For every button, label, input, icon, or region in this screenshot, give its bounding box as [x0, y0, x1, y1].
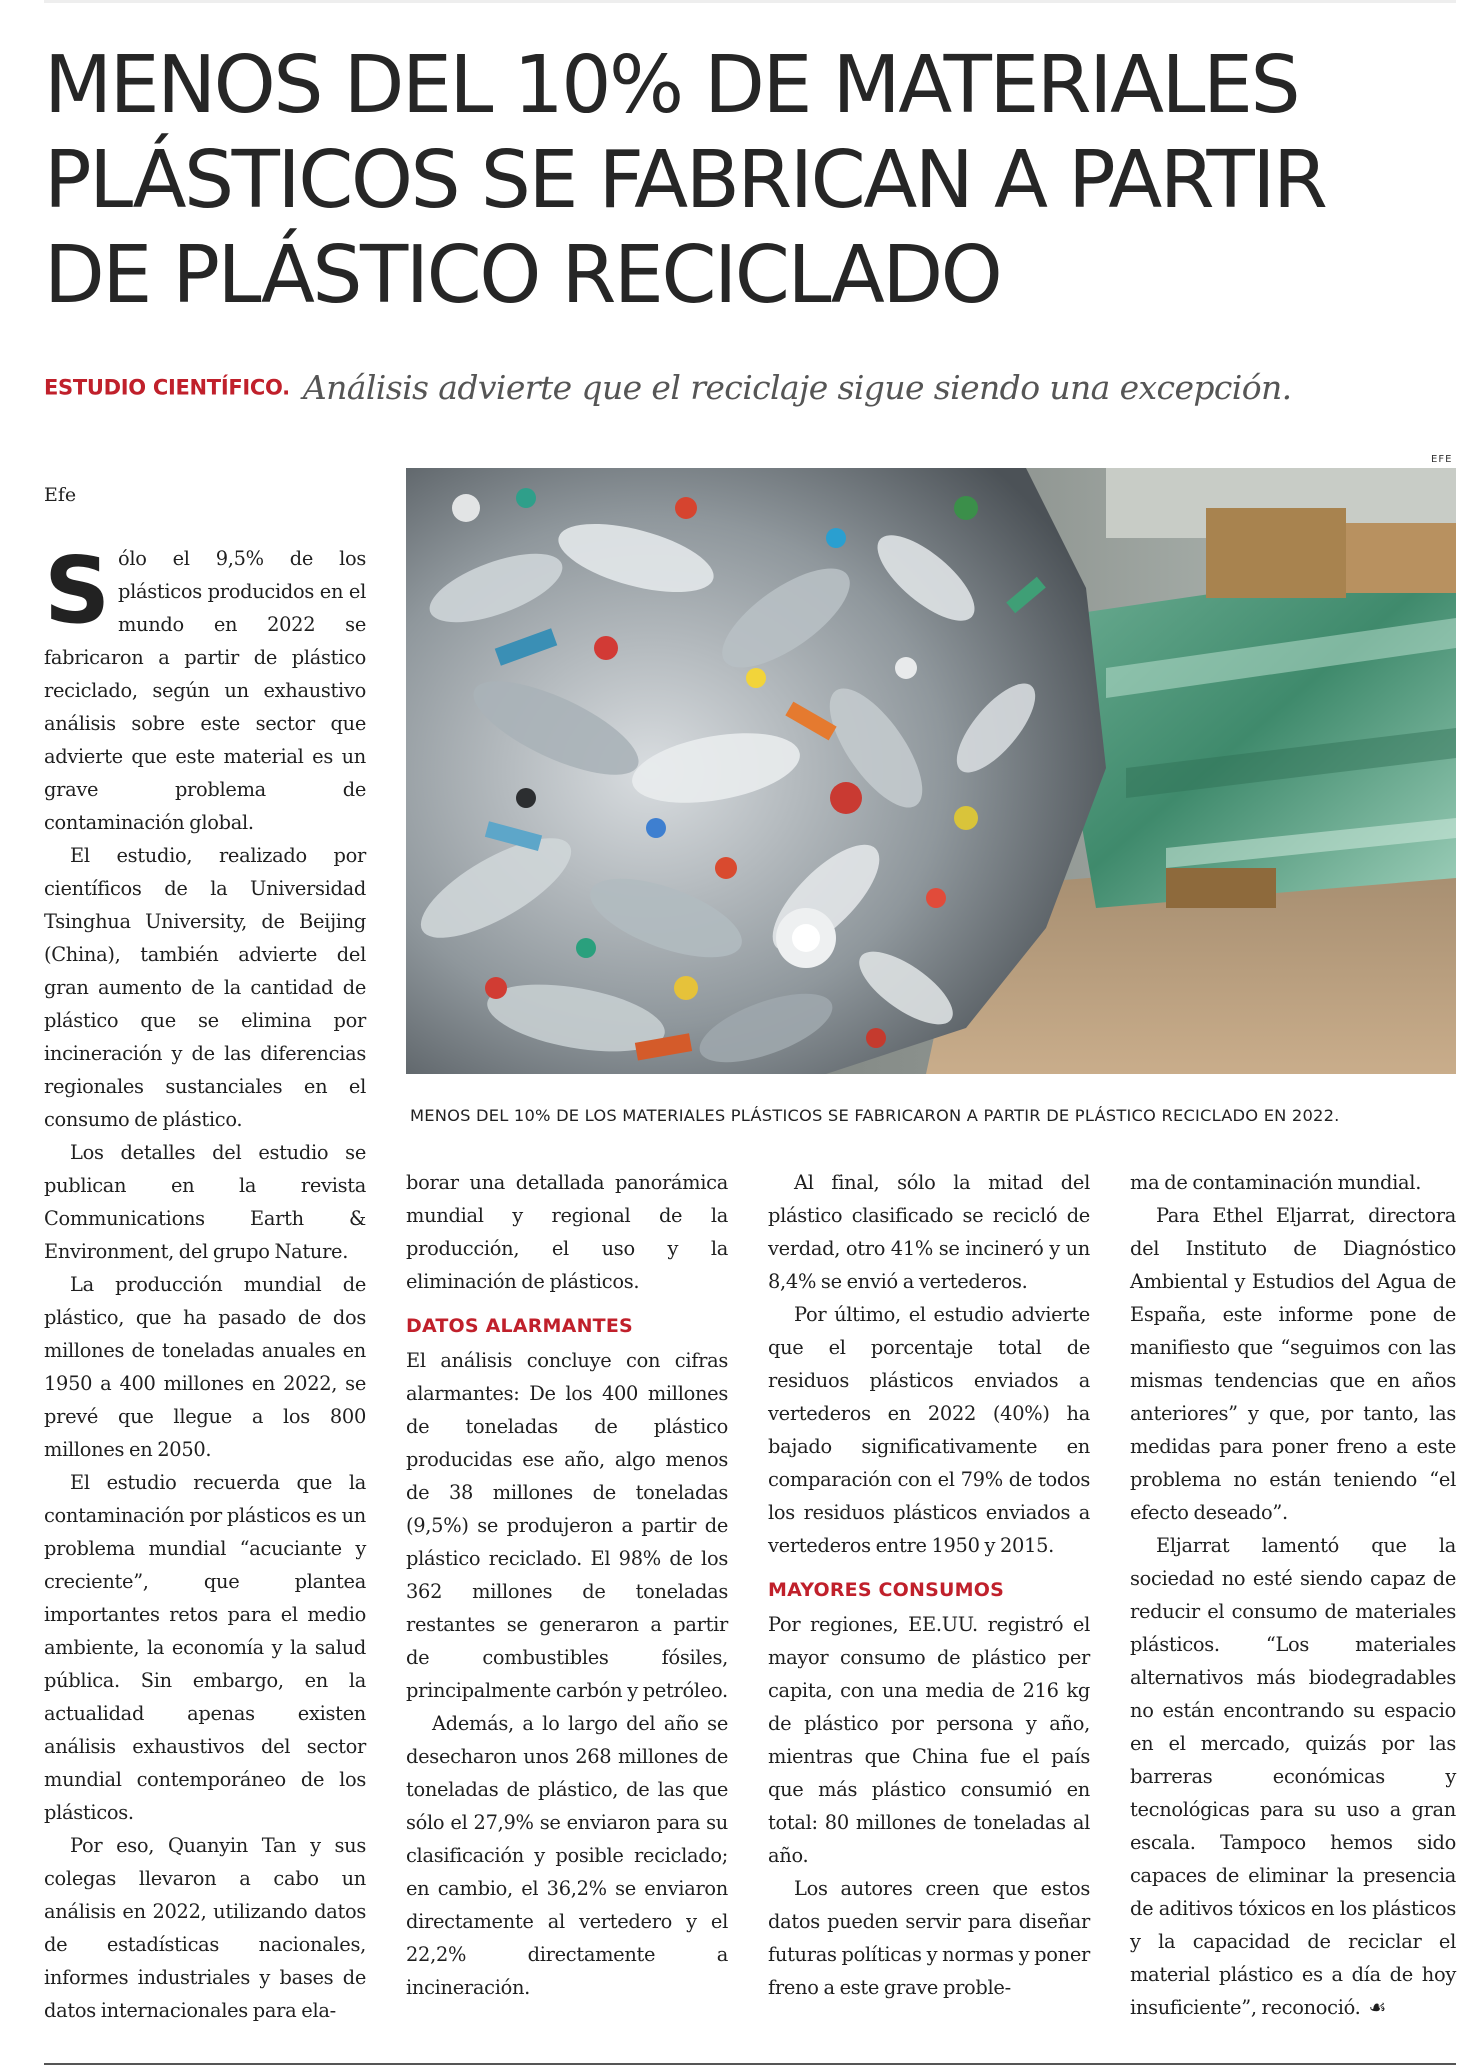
column-2 [406, 1166, 728, 2004]
paragraph-text: ólo el 9,5% de los plásticos producidos en el mundo en 2022 se fabricaron a partir de plástico reciclado, según un exhaustivo análisis sobre este sector que advierte que este material es un grave problema de contaminación global. [44, 547, 366, 834]
column-3 [768, 1166, 1090, 2004]
paragraph: Para Ethel Eljarrat, directora del Instituto de Diagnóstico Ambiental y Estudios del Agua de España, este informe pone de manifiesto que “seguimos con las mismas tendencias que en años anteriores” y que, por tanto, las medidas para poner freno a este problema no están teniendo “el efecto deseado”. [1130, 1204, 1456, 1524]
section-heading: MAYORES CONSUMOS [768, 1579, 1004, 1601]
top-rule [44, 0, 1456, 3]
paragraph: Los autores creen que estos datos pueden servir para diseñar futuras políticas y normas y poner freno a este grave proble- [768, 1877, 1090, 1999]
paragraph: Además, a lo largo del año se desecharon unos 268 millones de toneladas de plástico, de las que sólo el 27,9% se enviaron para su clasificación y posible reciclado; en cambio, el 36,2% se enviaron directamente al vertedero y el 22,2% directamente a incineración. [406, 1712, 728, 1999]
paragraph: Por último, el estudio advierte que el porcentaje total de residuos plásticos enviados a vertederos en 2022 (40%) ha bajado significativamente en comparación con el 79% de todos los residuos plásticos enviados a vertederos entre 1950 y 2015. [768, 1303, 1090, 1557]
drop-cap: S [44, 537, 110, 644]
end-mark-icon: ☙ [1368, 1995, 1387, 2019]
byline: Efe [44, 484, 77, 506]
paragraph: El estudio, realizado por científicos de la Universidad Tsinghua University, de Beijing (China), también advierte del gran aumento de la cantidad de plástico que se elimina por incineración y de las diferencias regionales sustanciales en el consumo de plástico. [44, 844, 366, 1131]
paragraph: El análisis concluye con cifras alarmantes: De los 400 millones de toneladas de plástico producidas ese año, algo menos de 38 millones de toneladas (9,5%) se produjeron a partir de plástico reciclado. El 98% de los 362 millones de toneladas restantes se generaron a partir de combustibles fósiles, principalmente carbón y petróleo. [406, 1349, 728, 1702]
paragraph: ma de contaminación mundial. [1130, 1171, 1422, 1194]
column-1 [44, 537, 366, 2027]
subhead [44, 368, 1444, 407]
photo-plastic-bottles [406, 468, 1456, 1074]
paragraph: borar una detallada panorámica mundial y regional de la producción, el uso y la eliminación de plásticos. [406, 1171, 728, 1293]
headline: MENOS DEL 10% DE MATERIALES PLÁSTICOS SE FABRICAN A PARTIR DE PLÁSTICO RECICLADO [44, 39, 1326, 321]
photo-credit: EFE [1431, 454, 1453, 465]
paragraph [1130, 1529, 1456, 2024]
photo-caption: MENOS DEL 10% DE LOS MATERIALES PLÁSTICOS SE FABRICARON A PARTIR DE PLÁSTICO RECICLADO EN 2022. [410, 1106, 1340, 1125]
bottom-rule [44, 2063, 1456, 2065]
paragraph: Por eso, Quanyin Tan y sus colegas llevaron a cabo un análisis en 2022, utilizando datos de estadísticas nacionales, informes industriales y bases de datos internacionales para ela- [44, 1834, 366, 2022]
paragraph: Por regiones, EE.UU. registró el mayor consumo de plástico per capita, con una media de 216 kg de plástico por persona y año, mientras que China fue el país que más plástico consumió en total: 80 millones de toneladas al año. [768, 1613, 1090, 1867]
column-4 [1130, 1166, 1456, 2024]
paragraph: Al final, sólo la mitad del plástico clasificado se recicló de verdad, otro 41% se incineró y un 8,4% se envió a vertederos. [768, 1171, 1090, 1293]
paragraph: La producción mundial de plástico, que ha pasado de dos millones de toneladas anuales en 1950 a 400 millones en 2022, se prevé que llegue a los 800 millones en 2050. [44, 1273, 366, 1461]
deck: Análisis advierte que el reciclaje sigue siendo una excepción. [302, 368, 1292, 407]
paragraph [44, 537, 366, 839]
photo-illustration [406, 468, 1456, 1074]
section-heading: DATOS ALARMANTES [406, 1315, 633, 1337]
paragraph: Los detalles del estudio se publican en la revista Communications Earth & Environment, del grupo Nature. [44, 1141, 366, 1263]
kicker: ESTUDIO CIENTÍFICO. [44, 375, 290, 400]
paragraph: El estudio recuerda que la contaminación por plásticos es un problema mundial “acuciante y creciente”, que plantea importantes retos para el medio ambiente, la economía y la salud pública. Sin embargo, en la actualidad apenas existen análisis exhaustivos del sector mundial contemporáneo de los plásticos. [44, 1471, 366, 1824]
paragraph-text: Eljarrat lamentó que la sociedad no esté siendo capaz de reducir el consumo de materiales plásticos. “Los materiales alternativos más biodegradables no están encontrando su espacio en el mercado, quizás por las barreras económicas y tecnológicas para su uso a gran escala. Tampoco hemos sido capaces de eliminar la presencia de aditivos tóxicos en los plásticos y la capacidad de reciclar el material plástico es a día de hoy insuficiente”, reconoció. [1130, 1534, 1456, 2019]
